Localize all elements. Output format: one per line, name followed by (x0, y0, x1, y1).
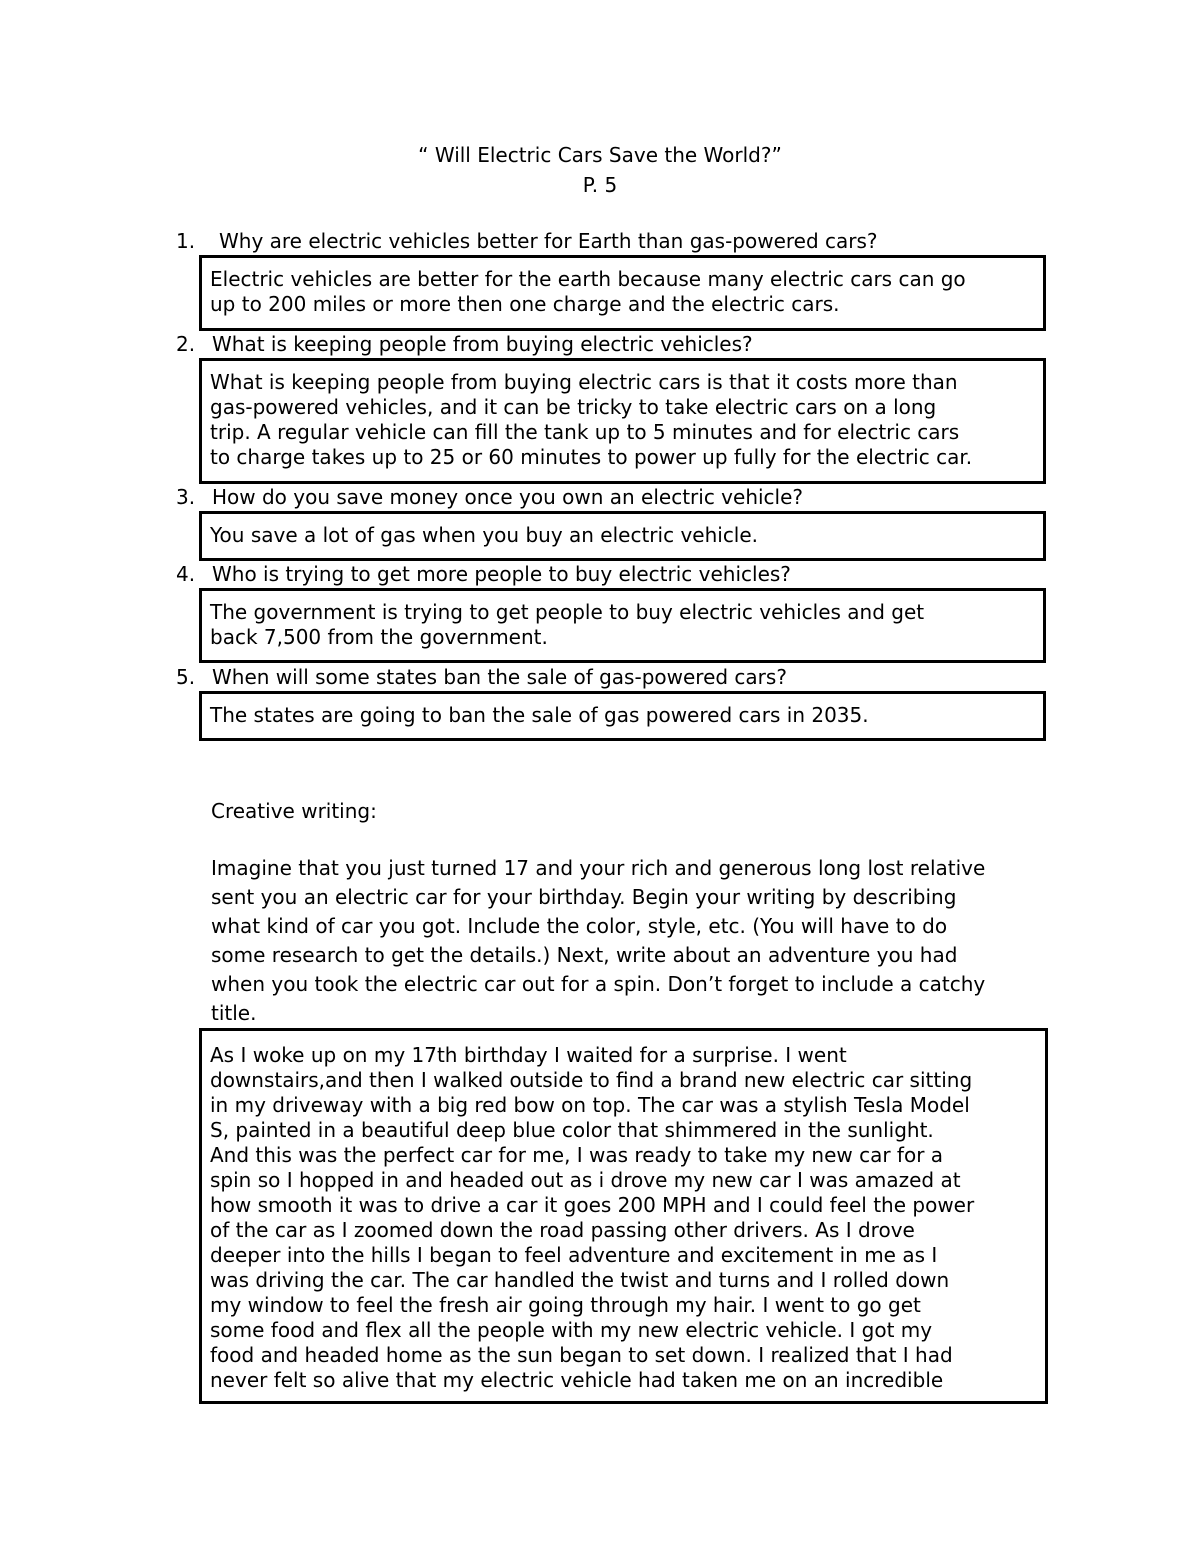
story-line: And this was the perfect car for me, I was ready to take my new car for a (210, 1143, 944, 1167)
answer-line: What is keeping people from buying electric cars is that it costs more than (210, 370, 958, 394)
answer-line: back 7,500 from the government. (210, 625, 548, 649)
creative-writing-answer-box[interactable] (199, 1028, 1048, 1404)
answer-box-1[interactable] (199, 255, 1046, 331)
answer-line: trip. A regular vehicle can fill the tank up to 5 minutes and for electric cars (210, 420, 960, 444)
prompt-line: title. (211, 1001, 257, 1025)
page-reference: P. 5 (582, 173, 618, 197)
question-text: Who is trying to get more people to buy electric vehicles? (212, 562, 791, 586)
document-title: “ Will Electric Cars Save the World?” (418, 143, 782, 167)
prompt-line: some research to get the details.) Next, write about an adventure you had (211, 943, 958, 967)
answer-box-2[interactable] (199, 358, 1046, 484)
question-text: When will some states ban the sale of gas-powered cars? (212, 665, 787, 689)
creative-writing-heading: Creative writing: (211, 799, 377, 823)
question-number: 4. (176, 562, 196, 586)
question-number: 2. (176, 332, 196, 356)
prompt-line: what kind of car you got. Include the color, style, etc. (You will have to do (211, 914, 948, 938)
answer-line: to charge takes up to 25 or 60 minutes to power up fully for the electric car. (210, 445, 973, 469)
answer-line: up to 200 miles or more then one charge and the electric cars. (210, 292, 840, 316)
prompt-line: sent you an electric car for your birthday. Begin your writing by describing (211, 885, 957, 909)
story-line: spin so I hopped in and headed out as i drove my new car I was amazed at (210, 1168, 961, 1192)
question-4 (176, 561, 791, 587)
story-line: of the car as I zoomed down the road passing other drivers. As I drove (210, 1218, 915, 1242)
story-line: food and headed home as the sun began to set down. I realized that I had (210, 1343, 953, 1367)
story-line: never felt so alive that my electric vehicle had taken me on an incredible (210, 1368, 944, 1392)
story-line: was driving the car. The car handled the twist and turns and I rolled down (210, 1268, 950, 1292)
story-line: deeper into the hills I began to feel adventure and excitement in me as I (210, 1243, 938, 1267)
answer-line: Electric vehicles are better for the earth because many electric cars can go (210, 267, 966, 291)
question-number: 5. (176, 665, 196, 689)
answer-box-4[interactable] (199, 588, 1046, 663)
story-line: downstairs,and then I walked outside to find a brand new electric car sitting (210, 1068, 973, 1092)
story-line: S, painted in a beautiful deep blue color that shimmered in the sunlight. (210, 1118, 934, 1142)
prompt-line: when you took the electric car out for a spin. Don’t forget to include a catchy (211, 972, 986, 996)
question-number: 3. (176, 485, 196, 509)
answer-line: The government is trying to get people to buy electric vehicles and get (210, 600, 925, 624)
answer-line: The states are going to ban the sale of gas powered cars in 2035. (210, 703, 869, 727)
story-line: in my driveway with a big red bow on top. The car was a stylish Tesla Model (210, 1093, 970, 1117)
question-3 (176, 484, 803, 510)
answer-box-3[interactable] (199, 511, 1046, 561)
question-2 (176, 331, 753, 357)
creative-writing-prompt (211, 854, 985, 1028)
question-5 (176, 664, 787, 690)
question-text: What is keeping people from buying electric vehicles? (212, 332, 753, 356)
answer-line: You save a lot of gas when you buy an electric vehicle. (210, 523, 759, 547)
story-line: my window to feel the fresh air going through my hair. I went to go get (210, 1293, 921, 1317)
question-text: Why are electric vehicles better for Earth than gas-powered cars? (219, 229, 878, 253)
story-line: As I woke up on my 17th birthday I waited for a surprise. I went (210, 1043, 847, 1067)
prompt-line: Imagine that you just turned 17 and your rich and generous long lost relative (211, 856, 986, 880)
question-text: How do you save money once you own an electric vehicle? (212, 485, 804, 509)
answer-line: gas-powered vehicles, and it can be tricky to take electric cars on a long (210, 395, 937, 419)
answer-box-5[interactable] (199, 691, 1046, 741)
story-line: some food and flex all the people with my new electric vehicle. I got my (210, 1318, 933, 1342)
story-line: how smooth it was to drive a car it goes 200 MPH and I could feel the power (210, 1193, 975, 1217)
question-number: 1. (176, 229, 196, 253)
question-1 (176, 228, 878, 254)
